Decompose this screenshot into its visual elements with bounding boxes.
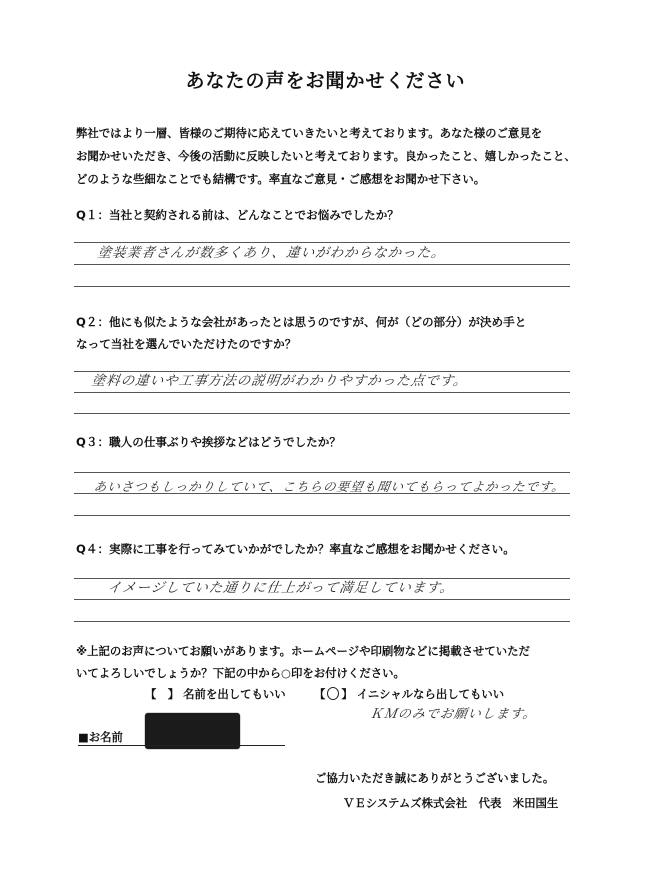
- option-name[interactable]: [145, 686, 286, 702]
- answer-line: [74, 493, 570, 494]
- answer-line: [74, 621, 570, 622]
- answer-4: イメージしていた通りに仕上がって満足しています。: [106, 580, 456, 596]
- answer-3: あいさつもしっかりしていて、こちらの要望も聞いてもらってよかったです。: [92, 479, 567, 494]
- name-label: ■お名前: [78, 730, 123, 744]
- intro-line: お聞かせいただき、今後の活動に反映したいと考えております。良かったこと、嬉しかったこと、: [76, 149, 576, 163]
- question-3: Q３：職人の仕事ぶりや挨拶などはどうでしたか？: [76, 435, 341, 449]
- answer-line: [74, 472, 570, 473]
- answer-line: [74, 578, 570, 579]
- option-name-label: 名前を出してもいい: [183, 687, 286, 701]
- answer-line: [74, 264, 570, 265]
- option-bracket: 【 】: [145, 687, 180, 701]
- option-initial[interactable]: [314, 686, 504, 702]
- question-2-line2: なって当社を選んでいただけたのですか？: [76, 337, 297, 351]
- circle-mark-icon: [327, 687, 339, 700]
- initial-note: ＫＭのみでお願いします。: [368, 707, 538, 722]
- intro-text: [76, 122, 596, 191]
- answer-line: [74, 392, 570, 393]
- answer-line: [74, 242, 570, 243]
- redacted-name: [145, 713, 240, 749]
- answer-line: [74, 599, 570, 600]
- name-line: [78, 745, 285, 746]
- answer-line: [74, 286, 570, 287]
- permission-notice: [76, 640, 596, 684]
- company-signature: ＶＥシステムズ株式会社 代表 米田国生: [343, 796, 559, 810]
- notice-line: ※上記のお声についてお願いがあります。ホームページや印刷物などに掲載させていただ: [76, 644, 530, 658]
- thanks-text: ご協力いただき誠にありがとうございました。: [315, 771, 555, 785]
- answer-line: [74, 371, 570, 372]
- question-1: Q１：当社と契約される前は、どんなことでお悩みでしたか？: [76, 208, 399, 222]
- intro-line: 弊社ではより一層、皆様のご期待に応えていきたいと考えております。あなた様のご意見を: [76, 126, 543, 140]
- option-bracket: 【 】: [314, 687, 353, 701]
- answer-line: [74, 413, 570, 414]
- option-initial-label: イニシャルなら出してもいい: [356, 687, 505, 701]
- answer-2: 塗料の違いや工事方法の説明がわかりやすかった点です。: [90, 373, 469, 389]
- question-2-line1: Q２：他にも似たような会社があったとは思うのですが、何が（どの部分）が決め手と: [76, 315, 527, 329]
- question-4: Q４：実際に工事を行ってみていかがでしたか？率直なご感想をお聞かせください。: [76, 542, 515, 556]
- question-2: [76, 311, 586, 355]
- intro-line: どのような些細なことでも結構です。率直なご意見・ご感想をお聞かせ下さい。: [76, 172, 486, 186]
- answer-1: 塗装業者さんが数多くあり、違いがわからなかった。: [96, 245, 447, 261]
- notice-line: いてよろしいでしょうか？下記の中から○印をお付けください。: [76, 666, 405, 680]
- page-title: あなたの声をお聞かせください: [185, 70, 466, 92]
- answer-line: [74, 515, 570, 516]
